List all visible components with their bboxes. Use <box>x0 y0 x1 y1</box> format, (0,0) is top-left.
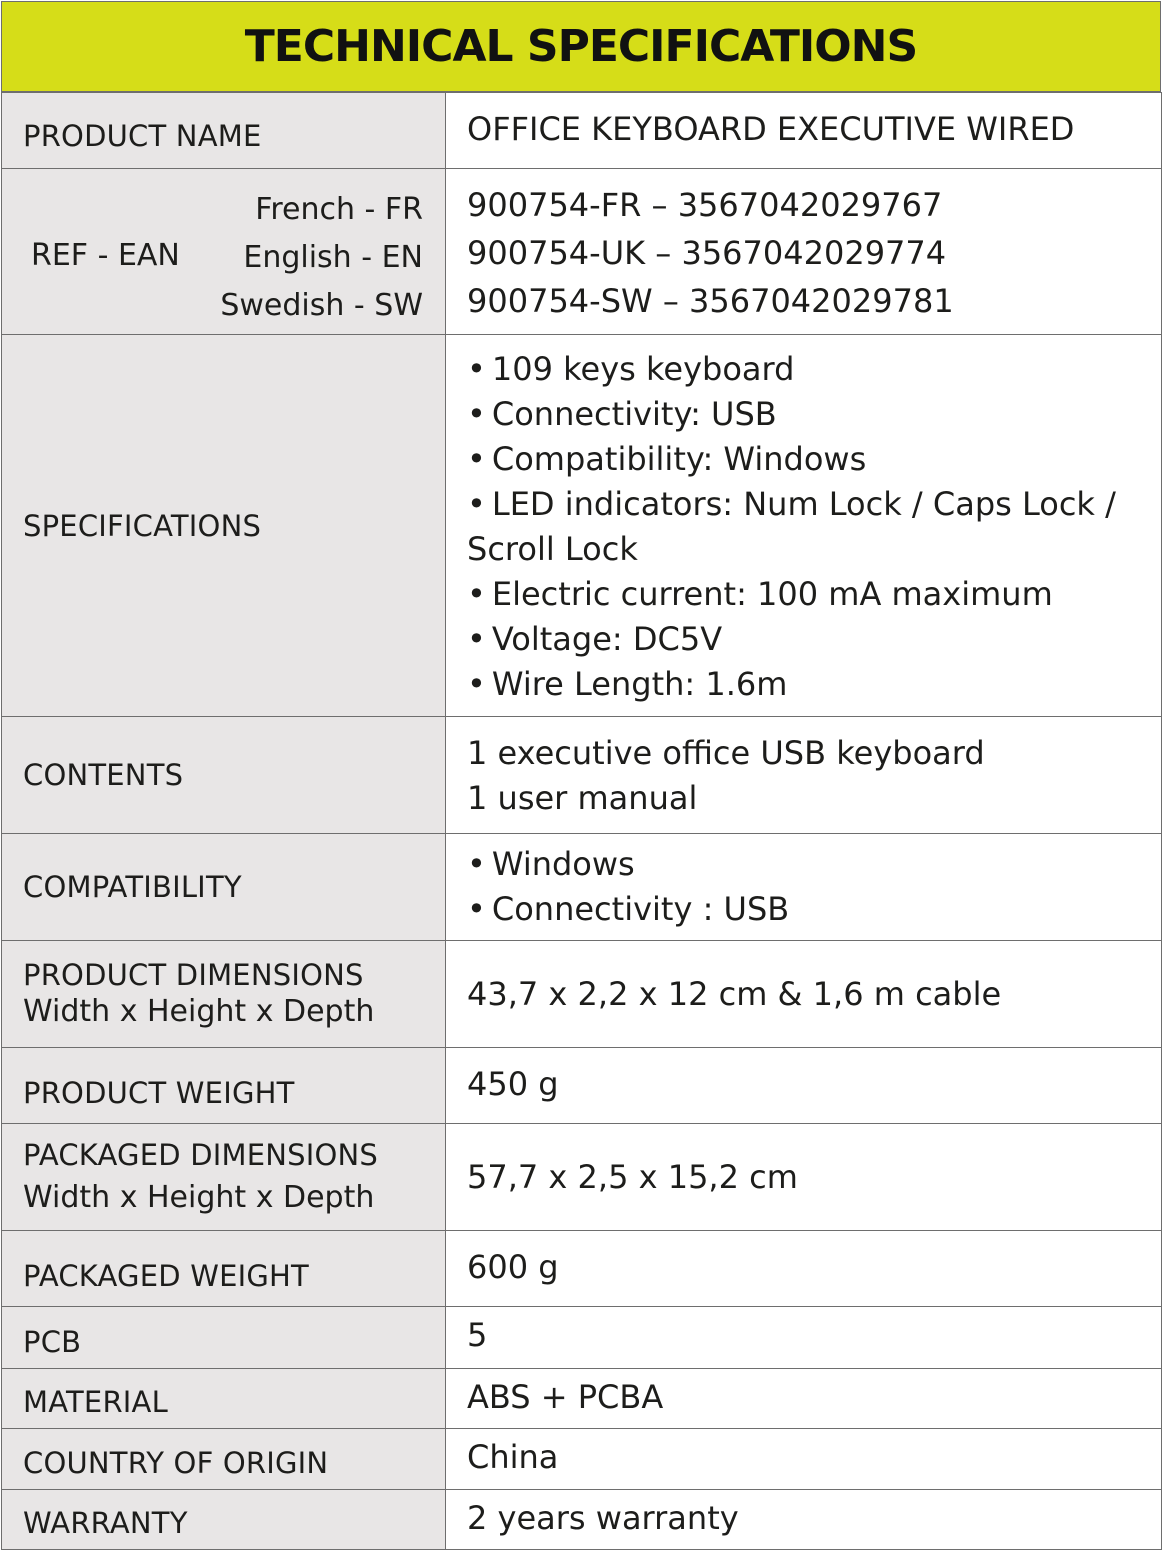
row-label: COUNTRY OF ORIGIN <box>23 1446 329 1480</box>
label-cell <box>2 1369 446 1429</box>
label-cell <box>2 941 446 1048</box>
list-item: • Electric current: 100 mA maximum <box>467 572 1131 617</box>
list-item: • Connectivity: USB <box>467 392 1131 437</box>
label-cell <box>2 335 446 717</box>
row-label: PCB <box>23 1325 82 1359</box>
contents-line: 1 executive office USB keyboard <box>467 734 985 772</box>
list-item: • Connectivity : USB <box>467 887 1141 932</box>
list-item: • LED indicators: Num Lock / Caps Lock / Scroll Lock <box>467 482 1131 572</box>
row-label: PACKAGED DIMENSIONS <box>23 1138 379 1172</box>
value-cell <box>446 1048 1162 1124</box>
label-cell <box>2 834 446 941</box>
product-weight-value: 450 g <box>467 1065 559 1103</box>
value-cell <box>446 834 1162 941</box>
row-label: PRODUCT DIMENSIONS <box>23 958 364 992</box>
spec-table <box>1 92 1162 1550</box>
ref-ean-sw: 900754-SW – 3567042029781 <box>467 282 954 320</box>
label-cell <box>2 1307 446 1369</box>
country-of-origin-value: China <box>467 1438 559 1476</box>
warranty-value: 2 years warranty <box>467 1499 739 1537</box>
row-sublabel: Width x Height x Depth <box>23 994 375 1029</box>
list-item: • Windows <box>467 842 1141 887</box>
row-product-dimensions <box>2 941 1162 1048</box>
row-material <box>2 1369 1162 1429</box>
list-item: • Voltage: DC5V <box>467 617 1131 662</box>
row-label: REF - EAN <box>31 237 180 273</box>
language-fr: French - FR <box>255 191 423 227</box>
list-item: • Compatibility: Windows <box>467 437 1131 482</box>
row-label: PRODUCT WEIGHT <box>23 1076 295 1110</box>
row-product-weight <box>2 1048 1162 1124</box>
label-cell <box>2 1048 446 1124</box>
value-cell <box>446 1429 1162 1490</box>
ref-ean-label-block <box>2 170 445 334</box>
pcb-value: 5 <box>467 1316 488 1354</box>
spec-list <box>467 347 1131 707</box>
value-cell <box>446 1307 1162 1369</box>
product-dimensions-value: 43,7 x 2,2 x 12 cm & 1,6 m cable <box>467 974 1002 1013</box>
material-value: ABS + PCBA <box>467 1378 664 1416</box>
value-cell <box>446 717 1162 834</box>
label-cell <box>2 1124 446 1231</box>
language-en: English - EN <box>243 239 423 275</box>
list-item: • Wire Length: 1.6m <box>467 662 1131 707</box>
row-label: CONTENTS <box>23 758 184 792</box>
product-name-value: OFFICE KEYBOARD EXECUTIVE WIRED <box>467 110 1075 148</box>
row-packaged-weight <box>2 1231 1162 1307</box>
row-ref-ean <box>2 169 1162 335</box>
packaged-weight-value: 600 g <box>467 1248 559 1286</box>
ref-ean-uk: 900754-UK – 3567042029774 <box>467 234 947 272</box>
row-label: COMPATIBILITY <box>23 870 242 904</box>
list-item: • 109 keys keyboard <box>467 347 1131 392</box>
label-cell <box>2 717 446 834</box>
row-label: SPECIFICATIONS <box>23 508 262 543</box>
label-cell <box>2 1490 446 1550</box>
label-cell <box>2 1429 446 1490</box>
value-cell <box>446 941 1162 1048</box>
page-title: TECHNICAL SPECIFICATIONS <box>244 21 918 72</box>
value-cell <box>446 93 1162 169</box>
row-contents <box>2 717 1162 834</box>
value-cell <box>446 1369 1162 1429</box>
row-label: PRODUCT NAME <box>23 119 262 153</box>
row-label: PACKAGED WEIGHT <box>23 1259 309 1293</box>
value-cell <box>446 1124 1162 1231</box>
title-bar <box>1 1 1161 92</box>
value-cell <box>446 1231 1162 1307</box>
row-specifications <box>2 335 1162 717</box>
row-label: WARRANTY <box>23 1506 188 1540</box>
compatibility-list <box>467 842 1141 932</box>
label-cell <box>2 93 446 169</box>
row-label: MATERIAL <box>23 1385 168 1419</box>
value-cell <box>446 1490 1162 1550</box>
language-list <box>220 186 423 330</box>
label-cell <box>2 169 446 335</box>
value-cell <box>446 169 1162 335</box>
row-country-of-origin <box>2 1429 1162 1490</box>
row-pcb <box>2 1307 1162 1369</box>
language-sw: Swedish - SW <box>220 287 423 323</box>
label-cell <box>2 1231 446 1307</box>
ref-ean-fr: 900754-FR – 3567042029767 <box>467 186 943 224</box>
packaged-dimensions-value: 57,7 x 2,5 x 15,2 cm <box>467 1157 798 1196</box>
row-warranty <box>2 1490 1162 1550</box>
row-packaged-dimensions <box>2 1124 1162 1231</box>
row-product-name <box>2 93 1162 169</box>
value-cell <box>446 335 1162 717</box>
contents-line: 1 user manual <box>467 779 698 817</box>
row-sublabel: Width x Height x Depth <box>23 1180 375 1215</box>
row-compatibility <box>2 834 1162 941</box>
